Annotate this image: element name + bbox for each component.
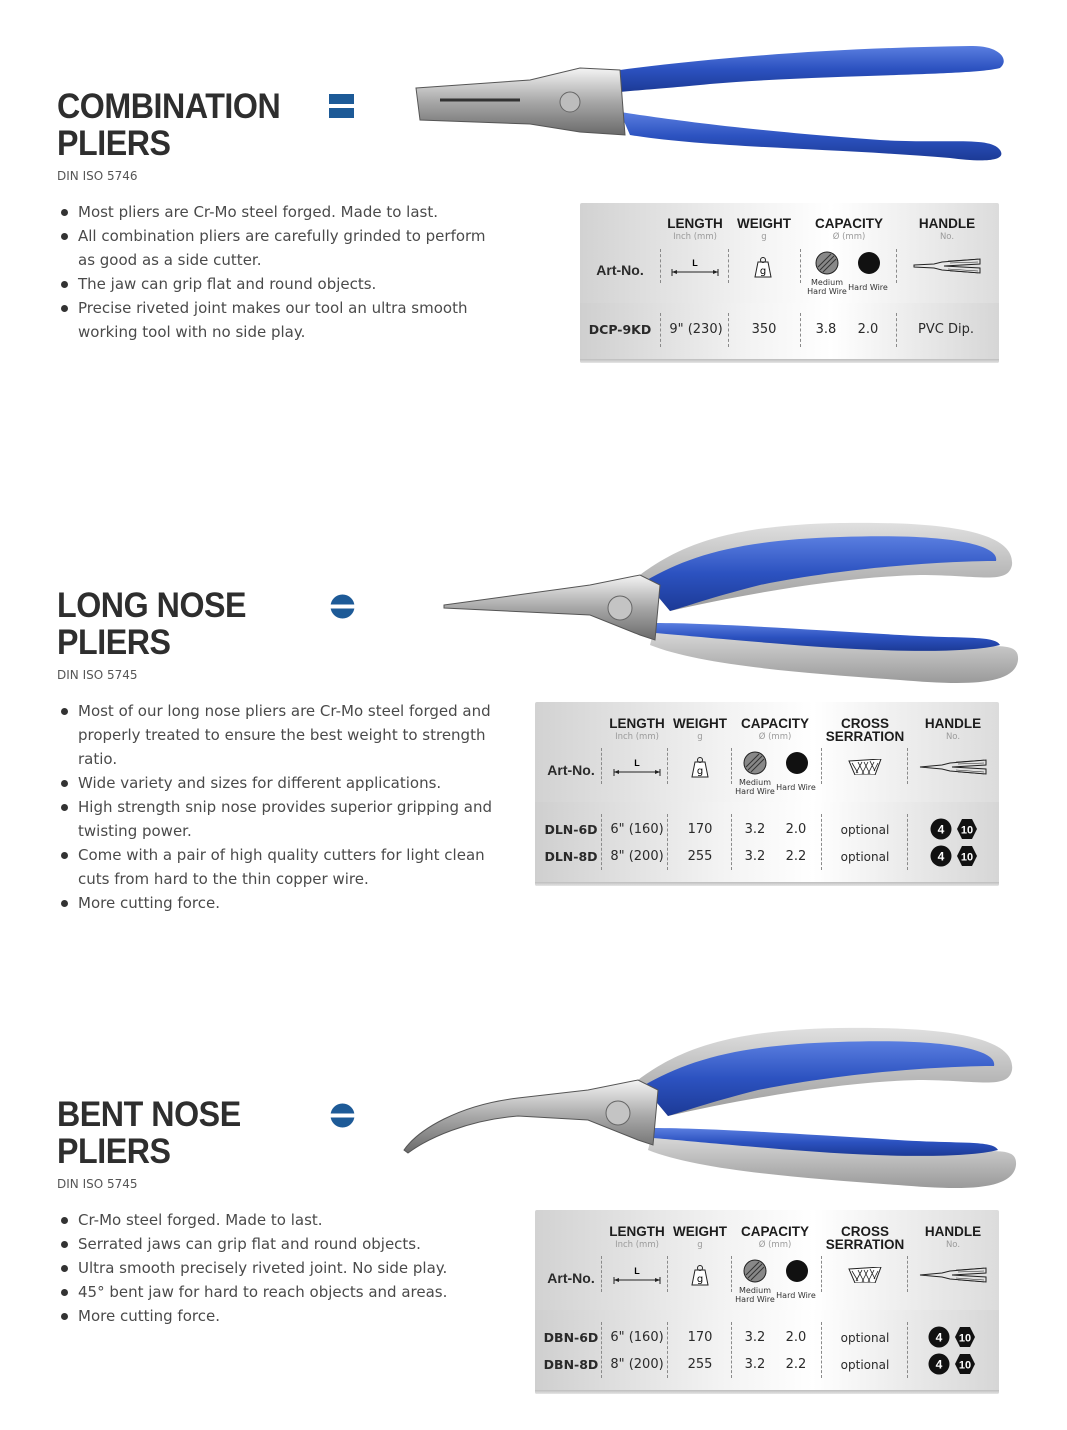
handle-type-a: 4: [935, 1357, 943, 1372]
row-length: 8" (200): [610, 849, 664, 864]
weight-symbol: g: [696, 1274, 704, 1285]
hard-wire-icon: [785, 1259, 809, 1283]
din-standard: DIN ISO 5746: [57, 169, 138, 183]
handle-subheader: No.: [945, 1240, 961, 1250]
handle-type-a: 4: [937, 822, 945, 837]
weight-subheader: g: [761, 232, 767, 242]
list-item: Precise riveted joint makes our tool an ultra smooth working tool with no side play.: [58, 296, 498, 344]
row-hard-capacity: 2.2: [785, 849, 807, 864]
cross-serration-header-2: SERRATION: [825, 1237, 905, 1252]
capacity-subheader: Ø (mm): [832, 232, 866, 242]
spec-table-body: [535, 802, 999, 886]
row-serration: optional: [840, 823, 890, 837]
length-symbol: L: [634, 758, 640, 768]
handle-type-b-badge: [956, 818, 978, 840]
medium-hard-wire-label: Medium Hard Wire: [807, 278, 847, 296]
row-medium-capacity: 3.2: [744, 849, 766, 864]
row-code: DCP-9KD: [588, 322, 652, 337]
weight-header: WEIGHT: [673, 1224, 727, 1239]
art-no-label: Art-No.: [547, 762, 595, 778]
handle-type-a-badge: [928, 1353, 950, 1375]
hard-wire-label: Hard Wire: [776, 1291, 816, 1300]
length-ruler-icon: [612, 1266, 662, 1286]
weight-subheader: g: [697, 1240, 703, 1250]
section-title: [57, 88, 280, 162]
list-item: Serrated jaws can grip flat and round objects.: [58, 1232, 518, 1256]
handle-type-a: 4: [937, 849, 945, 864]
length-subheader: Inch (mm): [615, 1240, 659, 1250]
serration-icon: [848, 1267, 882, 1283]
row-code: DBN-6D: [543, 1330, 599, 1345]
list-item: Cr-Mo steel forged. Made to last.: [58, 1208, 518, 1232]
row-medium-capacity: 3.2: [744, 1330, 766, 1345]
row-length: 9" (230): [669, 322, 723, 337]
length-symbol: L: [692, 258, 698, 268]
row-hard-capacity: 2.2: [785, 1357, 807, 1372]
row-medium-capacity: 3.8: [815, 322, 837, 337]
title-line-2: PLIERS: [57, 124, 171, 163]
handle-type-a-badge: [930, 818, 952, 840]
handle-type-a: 4: [935, 1330, 943, 1345]
row-serration: optional: [840, 1331, 890, 1345]
row-hard-capacity: 2.0: [785, 822, 807, 837]
handle-type-b: 10: [960, 851, 974, 864]
spec-table: [580, 203, 999, 363]
row-medium-capacity: 3.2: [744, 822, 766, 837]
row-weight: 170: [687, 1330, 713, 1345]
medium-wire-icon: [743, 751, 767, 775]
row-medium-capacity: 3.2: [744, 1357, 766, 1372]
row-code: DLN-8D: [544, 849, 598, 864]
row-weight: 350: [751, 322, 777, 337]
cross-serration-header-1: CROSS: [840, 1224, 889, 1239]
list-item: Most of our long nose pliers are Cr-Mo steel forged and properly treated to ensure the best weight to strength ratio.: [58, 699, 518, 771]
hard-wire-label: Hard Wire: [776, 783, 816, 792]
weight-symbol: g: [759, 266, 767, 277]
handle-pliers-icon: [912, 255, 982, 277]
handle-header: HANDLE: [924, 1224, 982, 1239]
row-hard-capacity: 2.0: [785, 1330, 807, 1345]
list-item: The jaw can grip flat and round objects.: [58, 272, 498, 296]
length-ruler-icon: [670, 258, 720, 278]
capacity-subheader: Ø (mm): [758, 1240, 792, 1250]
handle-subheader: No.: [939, 232, 955, 242]
hard-wire-label: Hard Wire: [848, 283, 888, 292]
spec-table: [535, 702, 999, 886]
list-item: Ultra smooth precisely riveted joint. No side play.: [58, 1256, 518, 1280]
row-code: DLN-6D: [544, 822, 598, 837]
feature-list: [58, 699, 518, 915]
row-code: DBN-8D: [543, 1357, 599, 1372]
spec-table-body: [535, 1310, 999, 1394]
title-line-1: LONG NOSE: [57, 586, 247, 625]
flat-tip-icon: [329, 94, 354, 119]
serration-icon: [848, 759, 882, 775]
din-standard: DIN ISO 5745: [57, 668, 138, 682]
weight-header: WEIGHT: [673, 716, 727, 731]
medium-wire-icon: [815, 251, 839, 275]
row-handle: PVC Dip.: [918, 322, 974, 337]
length-subheader: Inch (mm): [673, 232, 717, 242]
long-nose-pliers-image: [440, 515, 1020, 695]
row-hard-capacity: 2.0: [857, 322, 879, 337]
capacity-header: CAPACITY: [740, 716, 809, 731]
section-title: [57, 587, 246, 661]
din-standard: DIN ISO 5745: [57, 1177, 138, 1191]
row-weight: 255: [687, 849, 713, 864]
spec-table: [535, 1210, 999, 1394]
handle-type-b-badge: [956, 845, 978, 867]
title-line-2: PLIERS: [57, 1132, 171, 1171]
capacity-header: CAPACITY: [740, 1224, 809, 1239]
title-line-2: PLIERS: [57, 623, 171, 662]
list-item: All combination pliers are carefully grinded to perform as good as a side cutter.: [58, 224, 498, 272]
capacity-header: CAPACITY: [814, 216, 883, 231]
weight-icon: [689, 1264, 711, 1286]
section-bent-nose-pliers: [0, 1010, 1067, 1430]
handle-type-a-badge: [930, 845, 952, 867]
weight-icon: [689, 756, 711, 778]
handle-type-b: 10: [958, 1359, 972, 1372]
list-item: Come with a pair of high quality cutters for light clean cuts from hard to the thin copper wire.: [58, 843, 518, 891]
row-serration: optional: [840, 1358, 890, 1372]
row-weight: 170: [687, 822, 713, 837]
capacity-subheader: Ø (mm): [758, 732, 792, 742]
weight-symbol: g: [696, 766, 704, 777]
bent-nose-pliers-image: [398, 1020, 1020, 1200]
handle-type-b-badge: [954, 1353, 976, 1375]
medium-hard-wire-label: Medium Hard Wire: [735, 1286, 775, 1304]
length-subheader: Inch (mm): [615, 732, 659, 742]
row-length: 6" (160): [610, 822, 664, 837]
length-symbol: L: [634, 1266, 640, 1276]
list-item: More cutting force.: [58, 891, 518, 915]
list-item: Wide variety and sizes for different applications.: [58, 771, 518, 795]
feature-list: [58, 1208, 518, 1328]
section-combination-pliers: [0, 0, 1067, 420]
art-no-label: Art-No.: [547, 1270, 595, 1286]
feature-list: [58, 200, 498, 344]
list-item: Most pliers are Cr-Mo steel forged. Made to last.: [58, 200, 498, 224]
row-serration: optional: [840, 850, 890, 864]
list-item: More cutting force.: [58, 1304, 518, 1328]
handle-pliers-icon: [918, 756, 988, 778]
row-length: 8" (200): [610, 1357, 664, 1372]
handle-pliers-icon: [918, 1264, 988, 1286]
handle-type-b-badge: [954, 1326, 976, 1348]
art-no-label: Art-No.: [596, 262, 644, 278]
handle-header: HANDLE: [918, 216, 976, 231]
medium-wire-icon: [743, 1259, 767, 1283]
length-header: LENGTH: [609, 1224, 665, 1239]
title-line-1: BENT NOSE: [57, 1095, 241, 1134]
list-item: High strength snip nose provides superior gripping and twisting power.: [58, 795, 518, 843]
round-slot-icon: [330, 594, 355, 619]
weight-header: WEIGHT: [737, 216, 791, 231]
hard-wire-icon: [785, 751, 809, 775]
handle-type-a-badge: [928, 1326, 950, 1348]
length-header: LENGTH: [667, 216, 723, 231]
row-weight: 255: [687, 1357, 713, 1372]
hard-wire-icon: [857, 251, 881, 275]
handle-subheader: No.: [945, 732, 961, 742]
medium-hard-wire-label: Medium Hard Wire: [735, 778, 775, 796]
row-length: 6" (160): [610, 1330, 664, 1345]
weight-subheader: g: [697, 732, 703, 742]
handle-header: HANDLE: [924, 716, 982, 731]
cross-serration-header-1: CROSS: [840, 716, 889, 731]
section-long-nose-pliers: [0, 500, 1067, 920]
round-slot-icon: [330, 1103, 355, 1128]
length-ruler-icon: [612, 758, 662, 778]
weight-icon: [752, 256, 774, 278]
title-line-1: COMBINATION: [57, 87, 281, 126]
handle-type-b: 10: [960, 824, 974, 837]
handle-type-b: 10: [958, 1332, 972, 1345]
cross-serration-header-2: SERRATION: [825, 729, 905, 744]
length-header: LENGTH: [609, 716, 665, 731]
list-item: 45° bent jaw for hard to reach objects and areas.: [58, 1280, 518, 1304]
combination-pliers-image: [410, 40, 1010, 170]
section-title: [57, 1096, 241, 1170]
